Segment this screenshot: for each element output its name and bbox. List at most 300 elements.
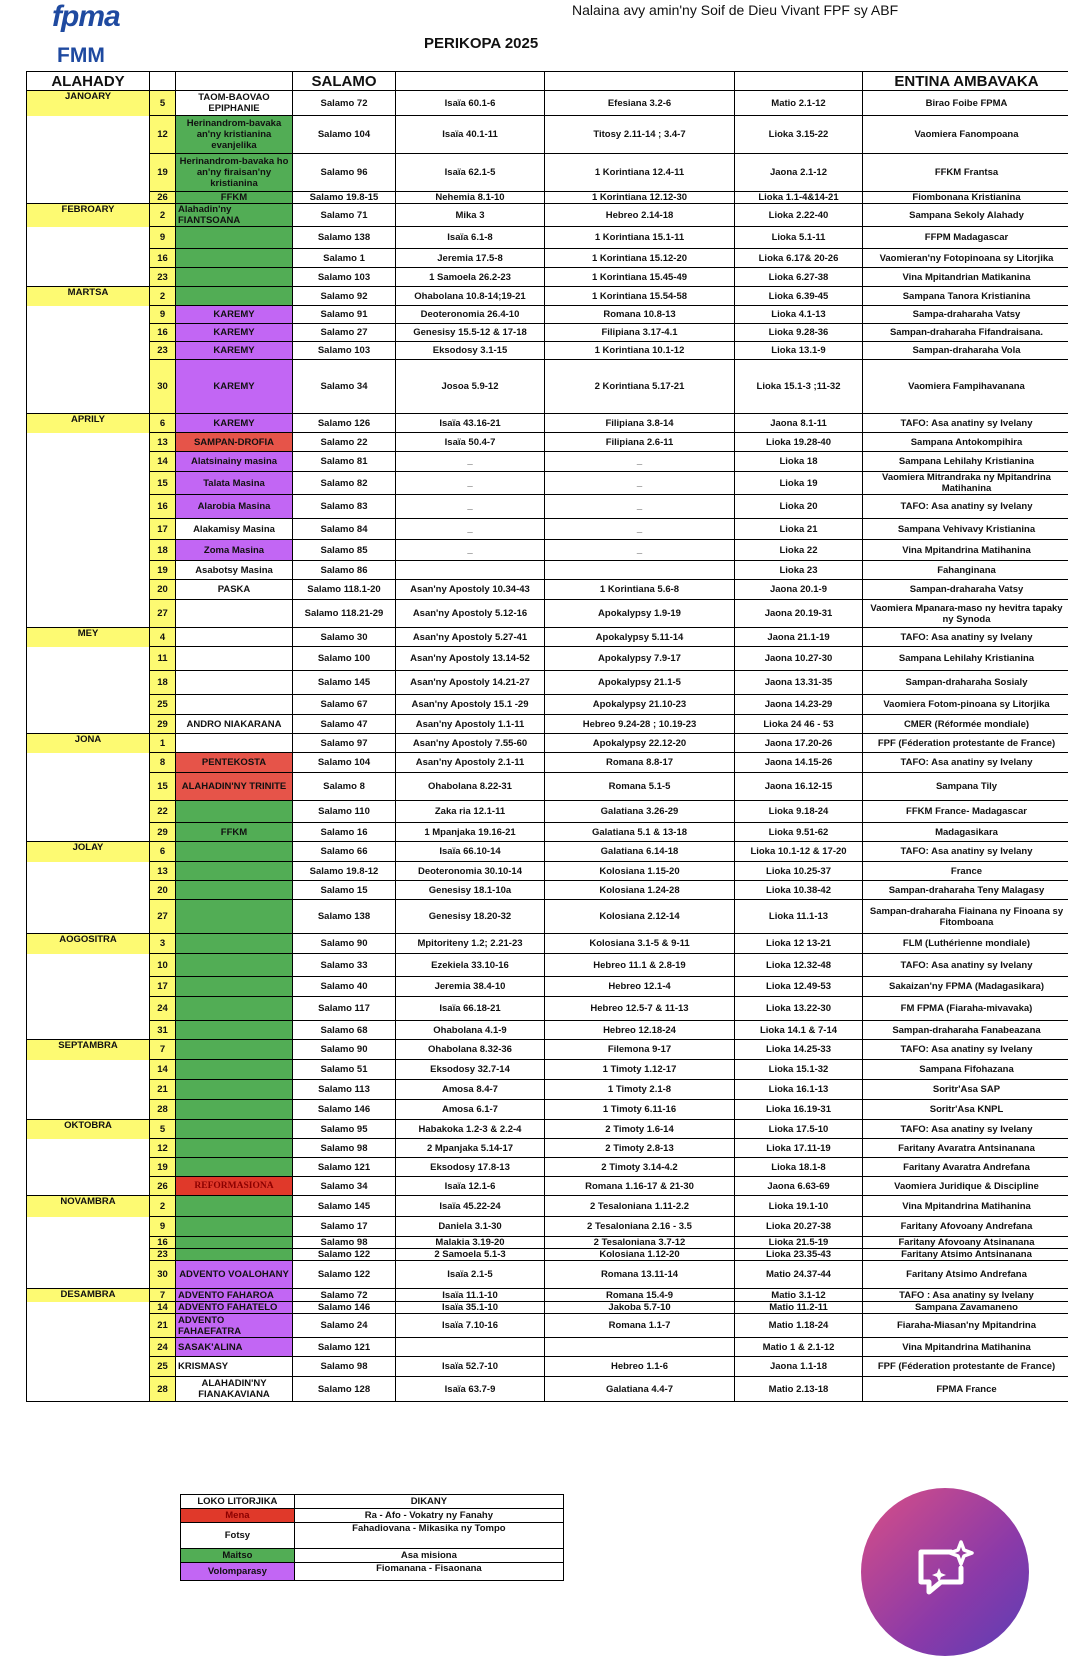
reading2-cell: 1 Korintiana 15.1-11 <box>545 227 735 249</box>
name-cell: Herinandrom-bavaka an'ny kristianina evanjelika <box>176 116 293 154</box>
name-cell <box>176 954 293 977</box>
name-cell: Alakamisy Masina <box>176 519 293 540</box>
month-cell <box>27 647 150 671</box>
psalm-cell: Salamo 86 <box>293 561 396 580</box>
reading1-cell: Habakoka 1.2-3 & 2.2-4 <box>396 1120 545 1139</box>
month-cell: JOLAY <box>27 842 150 862</box>
name-cell <box>176 977 293 997</box>
month-cell: SEPTAMBRA <box>27 1040 150 1060</box>
reading2-cell: 2 Timoty 3.14-4.2 <box>545 1158 735 1177</box>
name-cell <box>176 600 293 628</box>
psalm-cell: Salamo 17 <box>293 1217 396 1237</box>
gospel-cell: Lioka 19.1-10 <box>735 1196 863 1217</box>
name-cell: PENTEKOSTA <box>176 753 293 773</box>
name-cell: TAOM-BAOVAO EPIPHANIE <box>176 91 293 116</box>
table-row <box>27 116 1068 154</box>
table-row <box>27 1158 1068 1177</box>
month-cell <box>27 900 150 934</box>
reading1-cell: Eksodosy 17.8-13 <box>396 1158 545 1177</box>
name-cell <box>176 1249 293 1261</box>
reading2-cell: Filemona 9-17 <box>545 1040 735 1060</box>
day-cell: 21 <box>150 1080 176 1100</box>
name-cell <box>176 734 293 753</box>
day-cell: 24 <box>150 997 176 1021</box>
month-cell <box>27 342 150 360</box>
day-cell: 26 <box>150 1177 176 1196</box>
prayer-cell: Faritany Avaratra Antsinanana <box>863 1139 1068 1158</box>
name-cell: SASAK'ALINA <box>176 1338 293 1357</box>
name-cell: FFKM <box>176 823 293 842</box>
table-row <box>27 227 1068 249</box>
reading2-cell: 2 Timoty 2.8-13 <box>545 1139 735 1158</box>
reading2-cell: Galatiana 3.26-29 <box>545 801 735 823</box>
reading2-cell: 1 Timoty 1.12-17 <box>545 1060 735 1080</box>
gospel-cell: Lioka 18.1-8 <box>735 1158 863 1177</box>
gospel-cell: Lioka 14.1 & 7-14 <box>735 1021 863 1040</box>
gospel-cell: Lioka 23 <box>735 561 863 580</box>
psalm-cell: Salamo 72 <box>293 91 396 116</box>
prayer-cell: TAFO: Asa anatiny sy Ivelany <box>863 414 1068 433</box>
gospel-cell: Lioka 14.25-33 <box>735 1040 863 1060</box>
day-cell: 20 <box>150 881 176 900</box>
day-cell: 23 <box>150 268 176 287</box>
table-row <box>27 154 1068 192</box>
day-cell: 25 <box>150 1357 176 1377</box>
month-cell <box>27 1237 150 1249</box>
month-cell: MARTSA <box>27 287 150 306</box>
prayer-cell: Sakaizan'ny FPMA (Madagasikara) <box>863 977 1068 997</box>
table-row <box>27 1261 1068 1289</box>
name-cell: ADVENTO FAHAEFATRA <box>176 1314 293 1338</box>
month-cell <box>27 715 150 734</box>
table-row <box>27 671 1068 695</box>
reading2-cell: _ <box>545 495 735 519</box>
table-row <box>27 734 1068 753</box>
name-cell: Alatsinainy masina <box>176 452 293 472</box>
month-cell <box>27 154 150 192</box>
psalm-cell: Salamo 66 <box>293 842 396 862</box>
source-note: Nalaina avy amin'ny Soif de Dieu Vivant FPF sy ABF <box>572 2 898 18</box>
psalm-cell: Salamo 92 <box>293 287 396 306</box>
psalm-cell: Salamo 16 <box>293 823 396 842</box>
reading2-cell: _ <box>545 519 735 540</box>
reading1-cell: Malakia 3.19-20 <box>396 1237 545 1249</box>
gospel-cell: Lioka 12.32-48 <box>735 954 863 977</box>
psalm-cell: Salamo 30 <box>293 628 396 647</box>
table-row <box>27 1021 1068 1040</box>
gospel-cell: Lioka 3.15-22 <box>735 116 863 154</box>
day-cell: 14 <box>150 1060 176 1080</box>
table-row <box>27 801 1068 823</box>
gospel-cell: Lioka 13.22-30 <box>735 997 863 1021</box>
reading1-cell: Asan'ny Apostoly 2.1-11 <box>396 753 545 773</box>
table-row <box>27 934 1068 954</box>
month-cell <box>27 561 150 580</box>
psalm-cell: Salamo 103 <box>293 342 396 360</box>
reading1-cell: Isaïa 60.1-6 <box>396 91 545 116</box>
psalm-cell: Salamo 145 <box>293 671 396 695</box>
psalm-cell: Salamo 22 <box>293 433 396 452</box>
month-cell <box>27 1021 150 1040</box>
prayer-cell: Vaomiera Mitrandraka ny Mpitandrina Matihanina <box>863 472 1068 495</box>
prayer-cell: FFPM Madagascar <box>863 227 1068 249</box>
col-header-prayer: ENTINA AMBAVAKA <box>863 72 1068 91</box>
pericope-table <box>26 71 1068 1402</box>
reading2-cell: 1 Timoty 6.11-16 <box>545 1100 735 1120</box>
legend-color: Volomparasy <box>181 1563 295 1581</box>
prayer-cell: Sampa-draharaha Vatsy <box>863 306 1068 324</box>
month-cell <box>27 1302 150 1314</box>
day-cell: 1 <box>150 734 176 753</box>
reading1-cell: Zaka ria 12.1-11 <box>396 801 545 823</box>
table-row <box>27 204 1068 227</box>
month-cell: JONA <box>27 734 150 753</box>
reading2-cell: 2 Korintiana 5.17-21 <box>545 360 735 414</box>
prayer-cell: TAFO: Asa anatiny sy Ivelany <box>863 1120 1068 1139</box>
gospel-cell: Matio 11.2-11 <box>735 1302 863 1314</box>
reading2-cell: Romana 13.11-14 <box>545 1261 735 1289</box>
psalm-cell: Salamo 1 <box>293 249 396 268</box>
reading1-cell: Asan'ny Apostoly 13.14-52 <box>396 647 545 671</box>
gospel-cell: Lioka 6.17& 20-26 <box>735 249 863 268</box>
gospel-cell: Lioka 1.1-4&14-21 <box>735 192 863 204</box>
name-cell: KAREMY <box>176 342 293 360</box>
month-cell: OKTOBRA <box>27 1120 150 1139</box>
legend-color: Maitso <box>181 1549 295 1563</box>
reading1-cell: 1 Mpanjaka 19.16-21 <box>396 823 545 842</box>
prayer-cell: TAFO: Asa anatiny sy Ivelany <box>863 842 1068 862</box>
table-row <box>27 1302 1068 1314</box>
legend-row <box>181 1549 564 1563</box>
reading2-cell: Hebreo 1.1-6 <box>545 1357 735 1377</box>
name-cell: Herinandrom-bavaka ho an'ny firaisan'ny kristianina <box>176 154 293 192</box>
reading1-cell: Eksodosy 3.1-15 <box>396 342 545 360</box>
day-cell: 16 <box>150 495 176 519</box>
prayer-cell: Sampana Lehilahy Kristianina <box>863 452 1068 472</box>
col-header-reading1 <box>396 72 545 91</box>
month-cell <box>27 306 150 324</box>
reading1-cell: Ohabolana 8.22-31 <box>396 773 545 801</box>
reading1-cell: Amosa 8.4-7 <box>396 1080 545 1100</box>
ai-assistant-button[interactable] <box>861 1488 1029 1656</box>
reading1-cell: Asan'ny Apostoly 5.27-41 <box>396 628 545 647</box>
psalm-cell: Salamo 95 <box>293 1120 396 1139</box>
day-cell: 30 <box>150 360 176 414</box>
name-cell <box>176 1158 293 1177</box>
prayer-cell: Sampan-draharaha Fanabeazana <box>863 1021 1068 1040</box>
prayer-cell: Sampana Tily <box>863 773 1068 801</box>
prayer-cell: FLM (Luthérienne mondiale) <box>863 934 1068 954</box>
psalm-cell: Salamo 8 <box>293 773 396 801</box>
reading2-cell: Filipiana 2.6-11 <box>545 433 735 452</box>
prayer-cell: Vaomiera Fanompoana <box>863 116 1068 154</box>
psalm-cell: Salamo 68 <box>293 1021 396 1040</box>
reading2-cell: Kolosiana 1.15-20 <box>545 862 735 881</box>
table-row <box>27 580 1068 600</box>
day-cell: 5 <box>150 1120 176 1139</box>
day-cell: 24 <box>150 1338 176 1357</box>
month-cell <box>27 1249 150 1261</box>
prayer-cell: TAFO: Asa anatiny sy Ivelany <box>863 1040 1068 1060</box>
prayer-cell: Sampana Vehivavy Kristianina <box>863 519 1068 540</box>
gospel-cell: Lioka 11.1-13 <box>735 900 863 934</box>
reading2-cell: 1 Korintiana 10.1-12 <box>545 342 735 360</box>
month-cell <box>27 801 150 823</box>
name-cell: ALAHADIN'NY FIANAKAVIANA <box>176 1377 293 1402</box>
gospel-cell: Jaona 1.1-18 <box>735 1357 863 1377</box>
month-cell <box>27 695 150 715</box>
name-cell: KAREMY <box>176 306 293 324</box>
day-cell: 16 <box>150 1237 176 1249</box>
month-cell <box>27 1377 150 1402</box>
reading2-cell: 2 Tesaloniana 1.11-2.2 <box>545 1196 735 1217</box>
day-cell: 9 <box>150 306 176 324</box>
legend-meaning: Fahadiovana - Mikasika ny Tompo <box>294 1523 563 1549</box>
name-cell: Asabotsy Masina <box>176 561 293 580</box>
month-cell <box>27 116 150 154</box>
table-row <box>27 954 1068 977</box>
psalm-cell: Salamo 110 <box>293 801 396 823</box>
reading2-cell: Kolosiana 3.1-5 & 9-11 <box>545 934 735 954</box>
table-row <box>27 561 1068 580</box>
day-cell: 21 <box>150 1314 176 1338</box>
gospel-cell: Matio 1 & 2.1-12 <box>735 1338 863 1357</box>
table-row <box>27 1139 1068 1158</box>
psalm-cell: Salamo 72 <box>293 1289 396 1302</box>
gospel-cell: Jaona 2.1-12 <box>735 154 863 192</box>
day-cell: 26 <box>150 192 176 204</box>
month-cell <box>27 472 150 495</box>
prayer-cell: Fiaraha-Miasan'ny Mpitandrina <box>863 1314 1068 1338</box>
month-cell <box>27 1217 150 1237</box>
reading2-cell: Filipiana 3.8-14 <box>545 414 735 433</box>
month-cell: FEBROARY <box>27 204 150 227</box>
table-row <box>27 1100 1068 1120</box>
gospel-cell: Lioka 21.5-19 <box>735 1237 863 1249</box>
day-cell: 15 <box>150 472 176 495</box>
reading1-cell: Isaïa 40.1-11 <box>396 116 545 154</box>
month-cell <box>27 540 150 561</box>
reading2-cell: 1 Korintiana 12.4-11 <box>545 154 735 192</box>
day-cell: 22 <box>150 801 176 823</box>
reading1-cell: Isaïa 6.1-8 <box>396 227 545 249</box>
psalm-cell: Salamo 104 <box>293 116 396 154</box>
prayer-cell: Vaomiera Mpanara-maso ny hevitra tapaky ny Synoda <box>863 600 1068 628</box>
psalm-cell: Salamo 81 <box>293 452 396 472</box>
name-cell <box>176 1139 293 1158</box>
reading2-cell <box>545 561 735 580</box>
month-cell <box>27 997 150 1021</box>
psalm-cell: Salamo 117 <box>293 997 396 1021</box>
day-cell: 27 <box>150 900 176 934</box>
psalm-cell: Salamo 96 <box>293 154 396 192</box>
gospel-cell: Lioka 17.11-19 <box>735 1139 863 1158</box>
gospel-cell: Jaona 14.15-26 <box>735 753 863 773</box>
table-row <box>27 249 1068 268</box>
gospel-cell: Matio 24.37-44 <box>735 1261 863 1289</box>
table-row <box>27 628 1068 647</box>
psalm-cell: Salamo 122 <box>293 1249 396 1261</box>
psalm-cell: Salamo 40 <box>293 977 396 997</box>
reading2-cell: Apokalypsy 7.9-17 <box>545 647 735 671</box>
table-row <box>27 192 1068 204</box>
prayer-cell: TAFO: Asa anatiny sy Ivelany <box>863 628 1068 647</box>
prayer-cell: Sampan-draharaha Fiainana ny Finoana sy Fitomboana <box>863 900 1068 934</box>
reading2-cell: Romana 15.4-9 <box>545 1289 735 1302</box>
psalm-cell: Salamo 82 <box>293 472 396 495</box>
table-row <box>27 823 1068 842</box>
prayer-cell: Faritany Afovoany Atsinanana <box>863 1237 1068 1249</box>
day-cell: 9 <box>150 1217 176 1237</box>
day-cell: 30 <box>150 1261 176 1289</box>
prayer-cell: Sampana Zavamaneno <box>863 1302 1068 1314</box>
name-cell: KAREMY <box>176 360 293 414</box>
legend-row <box>181 1523 564 1549</box>
gospel-cell: Lioka 20 <box>735 495 863 519</box>
gospel-cell: Lioka 19 <box>735 472 863 495</box>
table-row <box>27 695 1068 715</box>
psalm-cell: Salamo 15 <box>293 881 396 900</box>
reading1-cell: Asan'ny Apostoly 10.34-43 <box>396 580 545 600</box>
page-title: PERIKOPA 2025 <box>424 35 538 52</box>
day-cell: 27 <box>150 600 176 628</box>
psalm-cell: Salamo 146 <box>293 1100 396 1120</box>
reading1-cell: Josoa 5.9-12 <box>396 360 545 414</box>
gospel-cell: Lioka 6.27-38 <box>735 268 863 287</box>
reading2-cell: Jakoba 5.7-10 <box>545 1302 735 1314</box>
table-row <box>27 753 1068 773</box>
gospel-cell: Lioka 19.28-40 <box>735 433 863 452</box>
name-cell <box>176 628 293 647</box>
fpma-logo <box>52 0 152 66</box>
legend-head-right: DIKANY <box>294 1495 563 1509</box>
reading2-cell: Hebreo 12.1-4 <box>545 977 735 997</box>
col-header-gospel <box>735 72 863 91</box>
day-cell: 29 <box>150 823 176 842</box>
name-cell <box>176 695 293 715</box>
reading1-cell: Ohabolana 8.32-36 <box>396 1040 545 1060</box>
reading2-cell: Kolosiana 2.12-14 <box>545 900 735 934</box>
name-cell: KAREMY <box>176 324 293 342</box>
reading1-cell: Isaïa 2.1-5 <box>396 1261 545 1289</box>
gospel-cell: Lioka 17.5-10 <box>735 1120 863 1139</box>
month-cell <box>27 1177 150 1196</box>
table-row <box>27 1249 1068 1261</box>
gospel-cell: Jaona 20.19-31 <box>735 600 863 628</box>
day-cell: 8 <box>150 753 176 773</box>
reading1-cell: Nehemia 8.1-10 <box>396 192 545 204</box>
name-cell <box>176 1060 293 1080</box>
reading1-cell: Isaïa 50.4-7 <box>396 433 545 452</box>
reading2-cell: Kolosiana 1.24-28 <box>545 881 735 900</box>
name-cell: SAMPAN-DROFIA <box>176 433 293 452</box>
gospel-cell: Lioka 10.1-12 & 17-20 <box>735 842 863 862</box>
psalm-cell: Salamo 146 <box>293 1302 396 1314</box>
month-cell <box>27 773 150 801</box>
day-cell: 3 <box>150 934 176 954</box>
name-cell <box>176 227 293 249</box>
gospel-cell: Jaona 6.63-69 <box>735 1177 863 1196</box>
day-cell: 6 <box>150 414 176 433</box>
gospel-cell: Jaona 13.31-35 <box>735 671 863 695</box>
table-row <box>27 1080 1068 1100</box>
reading2-cell: Apokalypsy 21.1-5 <box>545 671 735 695</box>
table-row <box>27 1060 1068 1080</box>
prayer-cell: FM FPMA (Fiaraha-mivavaka) <box>863 997 1068 1021</box>
name-cell <box>176 1100 293 1120</box>
day-cell: 11 <box>150 647 176 671</box>
table-row <box>27 342 1068 360</box>
day-cell: 12 <box>150 116 176 154</box>
prayer-cell: Sampana Fifohazana <box>863 1060 1068 1080</box>
reading1-cell: Genesisy 18.20-32 <box>396 900 545 934</box>
reading1-cell: Amosa 6.1-7 <box>396 1100 545 1120</box>
psalm-cell: Salamo 138 <box>293 227 396 249</box>
table-row <box>27 715 1068 734</box>
table-row <box>27 268 1068 287</box>
reading2-cell: Efesiana 3.2-6 <box>545 91 735 116</box>
reading1-cell: Isaïa 12.1-6 <box>396 1177 545 1196</box>
table-row <box>27 1217 1068 1237</box>
name-cell: ADVENTO FAHATELO <box>176 1302 293 1314</box>
gospel-cell: Lioka 10.25-37 <box>735 862 863 881</box>
reading1-cell: Mpitoriteny 1.2; 2.21-23 <box>396 934 545 954</box>
logo-subtitle: FMM <box>57 44 105 68</box>
month-cell: MEY <box>27 628 150 647</box>
gospel-cell: Lioka 18 <box>735 452 863 472</box>
logo-mark: fpma <box>52 0 152 40</box>
reading2-cell: 1 Timoty 2.1-8 <box>545 1080 735 1100</box>
name-cell: FFKM <box>176 192 293 204</box>
gospel-cell: Lioka 9.18-24 <box>735 801 863 823</box>
gospel-cell: Jaona 21.1-19 <box>735 628 863 647</box>
day-cell: 2 <box>150 1196 176 1217</box>
reading2-cell: 1 Korintiana 15.45-49 <box>545 268 735 287</box>
reading2-cell: Kolosiana 1.12-20 <box>545 1249 735 1261</box>
table-row <box>27 91 1068 116</box>
name-cell <box>176 1237 293 1249</box>
psalm-cell: Salamo 138 <box>293 900 396 934</box>
gospel-cell: Lioka 6.39-45 <box>735 287 863 306</box>
reading1-cell: Ohabolana 4.1-9 <box>396 1021 545 1040</box>
reading2-cell: 1 Korintiana 5.6-8 <box>545 580 735 600</box>
reading2-cell: Galatiana 5.1 & 13-18 <box>545 823 735 842</box>
reading1-cell: Daniela 3.1-30 <box>396 1217 545 1237</box>
prayer-cell: Sampan-draharaha Fifandraisana. <box>863 324 1068 342</box>
psalm-cell: Salamo 27 <box>293 324 396 342</box>
psalm-cell: Salamo 91 <box>293 306 396 324</box>
reading1-cell: Mika 3 <box>396 204 545 227</box>
psalm-cell: Salamo 19.8-12 <box>293 862 396 881</box>
day-cell: 6 <box>150 842 176 862</box>
gospel-cell: Lioka 2.22-40 <box>735 204 863 227</box>
prayer-cell: FPMA France <box>863 1377 1068 1402</box>
reading2-cell: 1 Korintiana 12.12-30 <box>545 192 735 204</box>
month-cell: JANOARY <box>27 91 150 116</box>
name-cell: KRISMASY <box>176 1357 293 1377</box>
reading1-cell: Genesisy 18.1-10a <box>396 881 545 900</box>
reading1-cell: Jeremia 17.5-8 <box>396 249 545 268</box>
gospel-cell: Lioka 12.49-53 <box>735 977 863 997</box>
table-row <box>27 1237 1068 1249</box>
reading1-cell: Isaïa 43.16-21 <box>396 414 545 433</box>
gospel-cell: Jaona 10.27-30 <box>735 647 863 671</box>
month-cell <box>27 1080 150 1100</box>
gospel-cell: Jaona 17.20-26 <box>735 734 863 753</box>
prayer-cell: CMER (Réformée mondiale) <box>863 715 1068 734</box>
reading1-cell: Jeremia 38.4-10 <box>396 977 545 997</box>
day-cell: 23 <box>150 342 176 360</box>
